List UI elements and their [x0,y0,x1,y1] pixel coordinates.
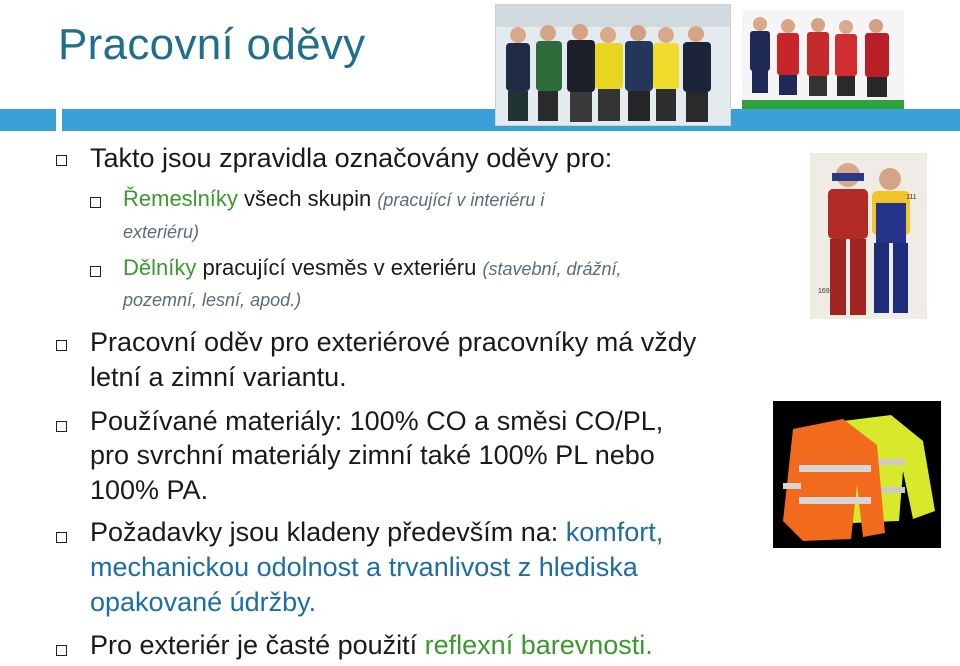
highlight-reflexni: reflexní barevnosti. [424,630,653,660]
bullet-text-1: Takto jsou zpravidla označovány oděvy pro: [90,143,613,173]
sub-bullet-note-2b: pozemní, lesní, apod.) [123,290,302,310]
bullet-text-5 [90,630,653,661]
workers-group-photo [495,4,731,126]
red-jackets-photo [742,10,904,121]
bullet-text-2b: letní a zimní variantu. [90,362,347,392]
sub-bullet-square [90,197,101,208]
highlight-komfort: komfort, [565,517,664,547]
bullet-text-3a: Používané materiály: 100% CO a směsi CO/PL, [90,406,664,436]
bullet-text-2a: Pracovní oděv pro exteriérové pracovníky má vždy [90,327,697,357]
sub-bullet-text-2 [123,255,622,281]
bullet-text-5-plain: Pro exteriér je časté použití [90,630,425,660]
bullet-text-4b: mechanickou odolnost a trvanlivost z hlediska [90,552,638,582]
bullet-text-4c: opakované údržby. [90,587,317,617]
sub-bullet-text-2-rest: pracující vesměs v exteriéru [196,255,483,280]
bullet-square [56,645,67,656]
bullet-text-3b: pro svrchní materiály zimní také 100% PL nebo [90,440,655,470]
photo-tag-111: 111 [906,194,917,201]
bullet-square [56,532,67,543]
highlight-delniky: Dělníky [123,255,197,280]
sub-bullet-square [90,266,101,277]
bullet-text-4a [90,517,663,548]
sub-bullet-note-2a: (stavební, drážní, [482,259,622,279]
overalls-photo [810,153,927,319]
sub-bullet-text-1-rest: všech skupin [237,186,378,211]
sub-bullet-note-1b: exteriéru) [123,222,200,242]
bullet-text-4a-plain: Požadavky jsou kladeny především na: [90,517,566,547]
sub-bullet-note-1a: (pracující v interiéru i [377,190,545,210]
bullet-square [56,340,67,351]
sub-bullet-text-1 [123,186,544,212]
slide-title: Pracovní oděvy [58,20,366,69]
highlight-remeslniky: Řemeslníky [123,186,238,211]
photo-tag-169: 169 [818,288,830,295]
bullet-square [56,155,67,166]
header-accent-bar-left [0,109,56,131]
bullet-square [56,421,67,432]
bullet-text-3c: 100% PA. [90,475,209,505]
reflective-jackets-photo [773,401,941,548]
